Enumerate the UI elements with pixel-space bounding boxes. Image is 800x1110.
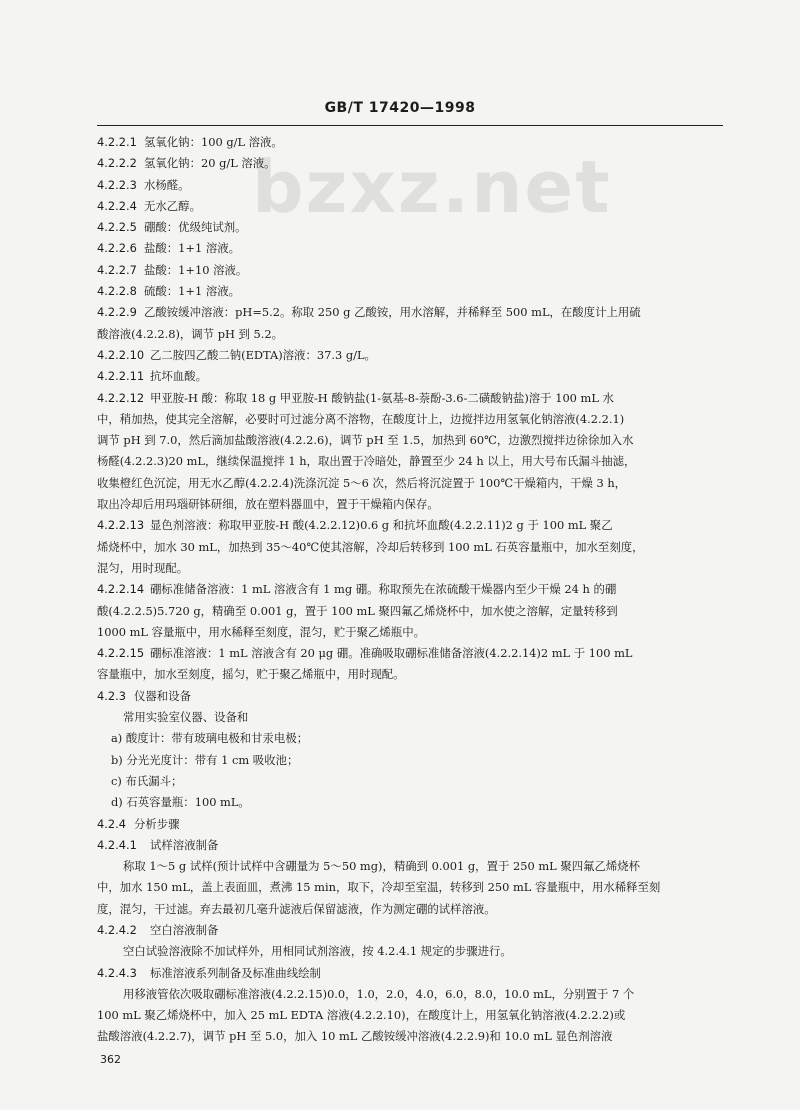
clause-number: 4.2.4.2: [97, 922, 137, 937]
clause-text: 收集橙红色沉淀，用无水乙醇(4.2.2.4)洗涤沉淀 5～6 次，然后将沉淀置于 100℃干燥箱内，干燥 3 h，: [97, 475, 627, 490]
clause-text: 氢氧化钠：100 g/L 溶液。: [144, 135, 283, 149]
text-line: [97, 643, 727, 664]
clause-text: 常用实验室仪器、设备和: [123, 710, 249, 725]
text-line: [97, 579, 727, 600]
clause-number: 4.2.2.10: [97, 347, 145, 362]
clause-text: b) 分光光度计：带有 1 cm 吸收池；: [111, 752, 299, 767]
clause-number: 4.2.3: [97, 688, 126, 703]
clause-text: 硼酸：优级纯试剂。: [144, 220, 247, 235]
text-line: [97, 750, 727, 771]
text-line: [97, 260, 727, 281]
clause-text: 称取 1～5 g 试样(预计试样中含硼量为 5～50 mg)，精确到 0.001 g，置于 250 mL 聚四氟乙烯烧杯: [123, 859, 641, 874]
clause-text: 硼标准溶液：1 mL 溶液含有 20 μg 硼。准确吸取硼标准储备溶液(4.2.2.14)2 mL 于 100 mL: [150, 646, 633, 661]
clause-text: 混匀，用时现配。: [97, 560, 189, 575]
clause-text: 中，稍加热，使其完全溶解，必要时可过滤分离不溶物，在酸度计上，边搅拌边用氢氧化钠溶液(4.2.2.1): [97, 411, 625, 426]
text-line: [97, 238, 727, 259]
text-line: [97, 388, 727, 409]
text-line: [97, 899, 727, 920]
clause-number: 4.2.2.2: [97, 156, 137, 171]
clause-text: 杨醛(4.2.2.3)20 mL，继续保温搅拌 1 h，取出置于冷暗处，静置至少 24 h 以上，用大号布氏漏斗抽滤，: [97, 454, 636, 469]
clause-text: 硼标准储备溶液：1 mL 溶液含有 1 mg 硼。称取预先在浓硫酸干燥器内至少干燥 24 h 的硼: [150, 582, 617, 597]
clause-text: 盐酸溶液(4.2.2.7)，调节 pH 至 5.0，加入 10 mL 乙酸铵缓冲溶液(4.2.2.9)和 10.0 mL 显色剂溶液: [97, 1029, 613, 1044]
header-rule: [97, 125, 723, 126]
clause-number: 4.2.2.7: [97, 262, 137, 277]
text-line: [97, 1005, 727, 1026]
clause-number: 4.2.2.5: [97, 220, 137, 235]
clause-number: 4.2.2.13: [97, 518, 145, 533]
clause-number: 4.2.4: [97, 816, 126, 831]
text-line: [97, 984, 727, 1005]
clause-text: 水杨醛。: [144, 177, 190, 192]
clause-text: c) 布氏漏斗；: [111, 773, 183, 788]
clause-number: 4.2.2.8: [97, 284, 137, 299]
text-line: [97, 814, 727, 835]
clause-text: 空白溶液制备: [150, 922, 219, 937]
clause-text: 1000 mL 容量瓶中，用水稀释至刻度，混匀，贮于聚乙烯瓶中。: [97, 624, 425, 639]
watermark: bzxz.net: [252, 145, 612, 229]
clause-text: 乙酸铵缓冲溶液：pH=5.2。称取 250 g 乙酸铵，用水溶解，并稀释至 500 mL，在酸度计上用硫: [144, 305, 641, 320]
text-line: [97, 409, 727, 430]
text-line: [97, 920, 727, 941]
clause-text: 调节 pH 到 7.0，然后滴加盐酸溶液(4.2.2.6)，调节 pH 至 1.5，加热到 60℃，边激烈搅拌边徐徐加入水: [97, 433, 634, 448]
clause-text: 甲亚胺-H 酸：称取 18 g 甲亚胺-H 酸钠盐(1-氨基-8-萘酚-3.6-二磺酸钠盐)溶于 100 mL 水: [150, 390, 614, 405]
clause-number: 4.2.4.3: [97, 965, 137, 980]
clause-number: 4.2.2.6: [97, 241, 137, 256]
text-line: [97, 153, 727, 174]
text-line: [97, 515, 727, 536]
clause-text: 容量瓶中，加水至刻度，摇匀，贮于聚乙烯瓶中，用时现配。: [97, 667, 405, 682]
clause-text: 试样溶液制备: [150, 837, 219, 852]
clause-number: 4.2.2.4: [97, 198, 137, 213]
clause-text: 空白试验溶液除不加试样外，用相同试剂溶液，按 4.2.4.1 规定的步骤进行。: [123, 944, 512, 959]
clause-text: 100 mL 聚乙烯烧杯中，加入 25 mL EDTA 溶液(4.2.2.10)，在酸度计上，用氢氧化钠溶液(4.2.2.2)或: [97, 1008, 626, 1023]
text-line: [97, 324, 727, 345]
text-line: [97, 856, 727, 877]
clause-text: 酸(4.2.2.5)5.720 g，精确至 0.001 g，置于 100 mL 聚四氟乙烯烧杯中，加水使之溶解，定量转移到: [97, 603, 618, 618]
text-line: [97, 835, 727, 856]
text-line: [97, 281, 727, 302]
clause-text: 仪器和设备: [134, 688, 191, 703]
page-number: 362: [100, 1053, 121, 1066]
text-line: [97, 877, 727, 898]
clause-number: 4.2.2.11: [97, 369, 145, 384]
standard-header: GB/T 17420—1998: [324, 100, 476, 116]
clause-text: 硫酸：1+1 溶液。: [144, 284, 241, 299]
clause-text: 中，加水 150 mL，盖上表面皿，煮沸 15 min，取下，冷却至室温，转移到 250 mL 容量瓶中，用水稀释至刻: [97, 880, 661, 895]
clause-text: 无水乙醇。: [144, 198, 201, 213]
text-line: [97, 494, 727, 515]
text-line: [97, 451, 727, 472]
clause-text: 盐酸：1+1 溶液。: [144, 241, 241, 256]
clause-text: 烯烧杯中，加水 30 mL，加热到 35～40℃使其溶解，冷却后转移到 100 mL 石英容量瓶中，加水至刻度，: [97, 539, 644, 554]
text-line: [97, 963, 727, 984]
clause-text: 乙二胺四乙酸二钠(EDTA)溶液：37.3 g/L。: [150, 347, 376, 362]
clause-text: 盐酸：1+10 溶液。: [144, 262, 248, 277]
text-line: [97, 941, 727, 962]
clause-number: 4.2.2.9: [97, 305, 137, 320]
clause-text: 抗坏血酸。: [150, 369, 207, 384]
text-line: [97, 175, 727, 196]
text-line: [97, 132, 727, 153]
text-line: [97, 196, 727, 217]
text-line: [97, 707, 727, 728]
text-line: [97, 728, 727, 749]
text-line: [97, 601, 727, 622]
clause-number: 4.2.2.14: [97, 582, 145, 597]
clause-text: 取出冷却后用玛瑙研钵研细，放在塑料器皿中，置于干燥箱内保存。: [97, 497, 439, 512]
text-line: [97, 302, 727, 323]
text-line: [97, 622, 727, 643]
text-line: [97, 558, 727, 579]
clause-text: a) 酸度计：带有玻璃电极和甘汞电极；: [111, 731, 309, 746]
text-line: [97, 217, 727, 238]
text-line: [97, 1026, 727, 1047]
clause-text: 用移液管依次吸取硼标准溶液(4.2.2.15)0.0，1.0，2.0，4.0，6.0，8.0，10.0 mL，分别置于 7 个: [123, 986, 635, 1001]
text-line: [97, 345, 727, 366]
clause-text: 酸溶液(4.2.2.8)，调节 pH 到 5.2。: [97, 326, 284, 341]
text-line: [97, 792, 727, 813]
clause-number: 4.2.2.12: [97, 390, 145, 405]
text-line: [97, 366, 727, 387]
clause-text: d) 石英容量瓶：100 mL。: [111, 795, 250, 810]
text-line: [97, 771, 727, 792]
clause-text: 标准溶液系列制备及标准曲线绘制: [150, 965, 321, 980]
clause-text: 分析步骤: [134, 816, 180, 831]
document-body: [97, 132, 727, 1048]
text-line: [97, 664, 727, 685]
text-line: [97, 430, 727, 451]
clause-number: 4.2.2.1: [97, 135, 137, 149]
text-line: [97, 473, 727, 494]
clause-text: 显色剂溶液：称取甲亚胺-H 酸(4.2.2.12)0.6 g 和抗坏血酸(4.2.2.11)2 g 于 100 mL 聚乙: [150, 518, 613, 533]
clause-text: 度，混匀，干过滤。弃去最初几毫升滤液后保留滤液，作为测定硼的试样溶液。: [97, 901, 496, 916]
clause-number: 4.2.2.15: [97, 646, 145, 661]
text-line: [97, 686, 727, 707]
clause-text: 氢氧化钠：20 g/L 溶液。: [144, 156, 276, 171]
clause-number: 4.2.2.3: [97, 177, 137, 192]
clause-number: 4.2.4.1: [97, 837, 137, 852]
text-line: [97, 537, 727, 558]
